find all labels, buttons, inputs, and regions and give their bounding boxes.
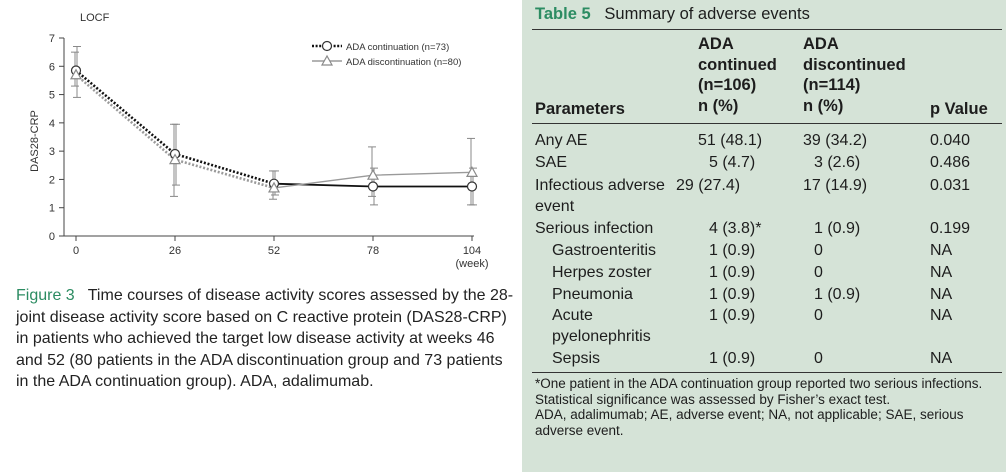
y-tick-label: 1 [48, 202, 55, 215]
table-number: Table 5 [535, 5, 591, 23]
row-parameter [535, 175, 665, 217]
x-axis-label: (week) [455, 258, 489, 270]
row-discontinued-value: 0 [814, 242, 823, 259]
y-tick-label: 0 [48, 231, 55, 243]
table-bottom-rule [532, 372, 1002, 373]
row-continued-value: 51 (48.1) [698, 132, 763, 149]
row-parameter-line: Infectious adverse [535, 177, 665, 194]
series-line-continuation [76, 71, 274, 184]
y-axis-label: DAS28-CRP [29, 110, 41, 172]
x-tick-label: 104 [462, 245, 482, 257]
chart-title: LOCF [80, 12, 110, 24]
figure-label: Figure 3 [16, 287, 75, 304]
table-top-rule [532, 29, 1002, 30]
row-p-value: NA [930, 307, 953, 324]
y-tick-label: 3 [48, 146, 55, 159]
row-discontinued-value: 3 (2.6) [814, 154, 861, 171]
row-p-value: NA [930, 286, 953, 303]
row-parameter-line: Acute [552, 307, 593, 324]
x-tick-label: 26 [168, 245, 182, 257]
table-5-panel [522, 0, 1006, 472]
row-p-value: NA [930, 350, 953, 367]
x-tick-label: 52 [267, 245, 281, 257]
data-point-continuation [468, 182, 477, 191]
das28-crp-line-chart [0, 0, 520, 280]
row-parameter: Serious infection [535, 220, 654, 237]
row-discontinued-value: 1 (0.9) [814, 286, 861, 303]
row-p-value: 0.031 [930, 177, 971, 194]
table-title [535, 5, 810, 24]
row-continued-value: 29 (27.4) [676, 177, 741, 194]
y-tick-label: 2 [48, 174, 55, 187]
y-tick-label: 5 [48, 89, 55, 102]
legend-marker [323, 42, 332, 51]
row-p-value: NA [930, 264, 953, 281]
row-parameter: Herpes zoster [552, 264, 652, 281]
header-ada-discontinued: ADA discontinued (n=114) n (%) [803, 35, 906, 115]
figure-caption [16, 285, 516, 393]
footnote: ADA, adalimumab; AE, adverse event; NA, not applicable; SAE, serious adverse event. [535, 407, 964, 438]
row-discontinued-value: 0 [814, 307, 823, 324]
row-discontinued-value: 1 (0.9) [814, 220, 861, 237]
data-point-continuation [369, 182, 378, 191]
row-continued-value: 1 (0.9) [709, 286, 756, 303]
row-parameter: Sepsis [552, 350, 601, 367]
row-discontinued-value: 17 (14.9) [803, 177, 868, 194]
row-parameter [552, 305, 651, 347]
row-continued-value: 5 (4.7) [709, 154, 756, 171]
row-discontinued-value: 0 [814, 350, 823, 367]
y-tick-label: 6 [48, 61, 55, 74]
row-parameter-continued: event [535, 198, 575, 215]
legend-label: ADA continuation (n=73) [346, 42, 450, 53]
x-tick-label: 0 [72, 245, 80, 257]
table-header-rule [532, 123, 1002, 124]
row-p-value: 0.486 [930, 154, 971, 171]
row-p-value: NA [930, 242, 953, 259]
row-continued-value: 1 (0.9) [709, 264, 756, 281]
row-p-value: 0.040 [930, 132, 971, 149]
footnote: Statistical significance was assessed by Fisher’s exact test. [535, 391, 891, 407]
header-p-value: p Value [930, 100, 988, 118]
figure-caption-text: Time courses of disease activity scores assessed by the 28-joint disease activity score based on C reactive protein (DAS28-CRP) in patients who achieved the target low disease activity at weeks 46 and 52 (80 patients in the ADA discontinuation group and 73 patients in the ADA continuation group). ADA, adalimumab. [16, 287, 514, 390]
row-discontinued-value: 39 (34.2) [803, 132, 868, 149]
row-discontinued-value: 0 [814, 264, 823, 281]
series-line-discontinuation [76, 75, 274, 188]
row-parameter: Pneumonia [552, 286, 633, 303]
table-title-text: Summary of adverse events [604, 5, 810, 23]
row-parameter: SAE [535, 154, 568, 171]
header-parameters: Parameters [535, 100, 625, 118]
table-footnotes [535, 376, 1000, 438]
row-parameter: Any AE [535, 132, 588, 149]
row-continued-value: 1 (0.9) [709, 242, 756, 259]
legend-label: ADA discontinuation (n=80) [346, 57, 462, 68]
row-parameter-continued: pyelonephritis [552, 328, 651, 345]
y-tick-label: 7 [48, 33, 55, 45]
y-tick-label: 4 [48, 117, 55, 130]
x-tick-label: 78 [366, 245, 380, 257]
footnote: *One patient in the ADA continuation group reported two serious infections. [535, 376, 983, 391]
row-p-value: 0.199 [930, 220, 971, 237]
header-ada-continued: ADA continued (n=106) n (%) [698, 35, 777, 115]
row-continued-value: 1 (0.9) [709, 307, 756, 324]
row-parameter: Gastroenteritis [552, 242, 657, 259]
row-continued-value: 1 (0.9) [709, 350, 756, 367]
row-continued-value: 4 (3.8)* [709, 220, 762, 237]
